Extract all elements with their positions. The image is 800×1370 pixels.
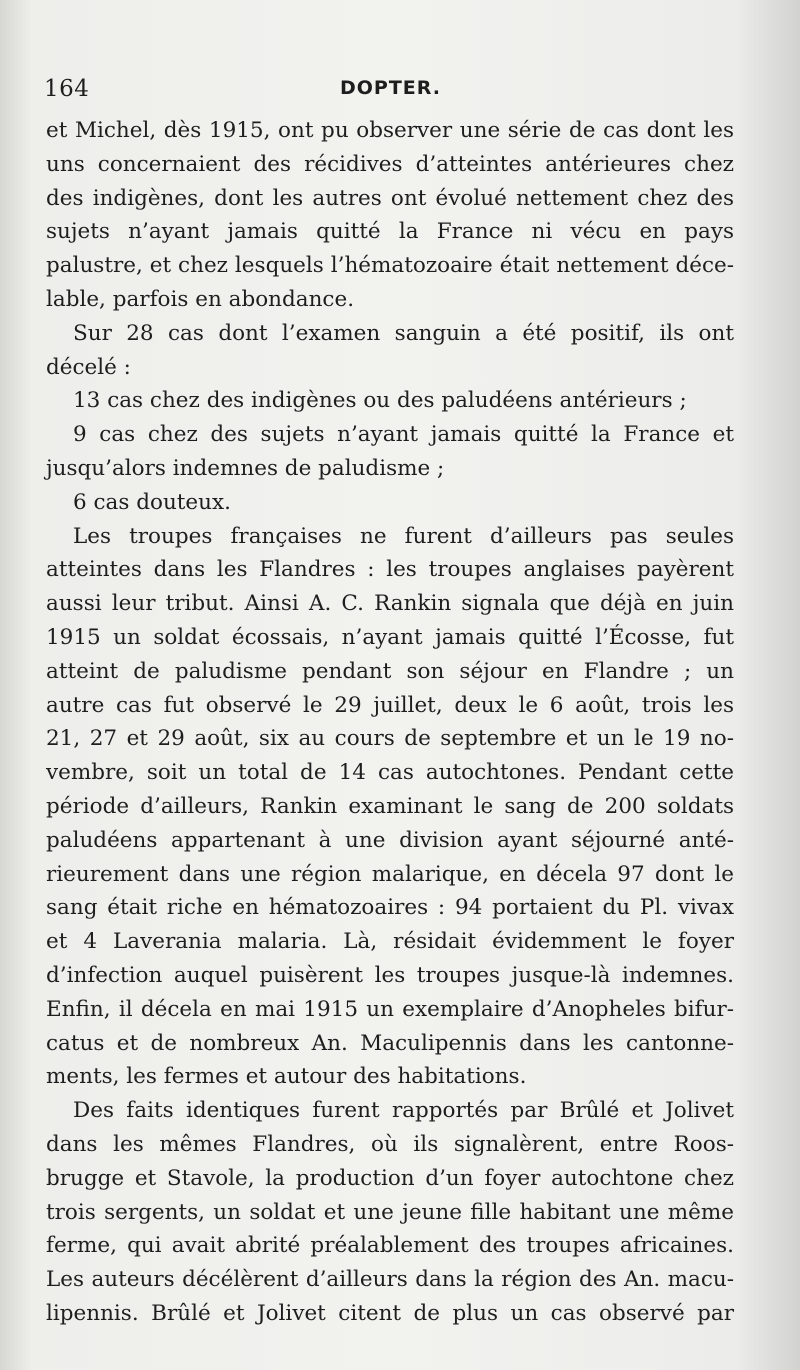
text-line: aussi leur tribut. Ainsi A. C. Rankin signala que déjà en juin: [46, 591, 734, 617]
text-line: 6 cas douteux.: [73, 489, 231, 515]
text-line: décelé :: [46, 354, 131, 380]
text-line: Enfin, il décela en mai 1915 un exemplaire d’Anopheles bifur-: [46, 996, 734, 1022]
text-line: Sur 28 cas dont l’examen sanguin a été positif, ils ont: [73, 320, 734, 346]
text-line: 1915 un soldat écossais, n’ayant jamais quitté l’Écosse, fut: [46, 624, 734, 650]
text-line: trois sergents, un soldat et une jeune fille habitant une même: [46, 1199, 734, 1225]
text-line: ments, les fermes et autour des habitations.: [46, 1064, 527, 1090]
page-header: [44, 74, 760, 108]
text-line: Les troupes françaises ne furent d’ailleurs pas seules: [73, 523, 734, 549]
text-line: 9 cas chez des sujets n’ayant jamais quitté la France et: [73, 422, 734, 448]
page-number: 164: [44, 76, 90, 102]
text-line: atteintes dans les Flandres : les troupes anglaises payèrent: [46, 557, 734, 583]
text-line: Des faits identiques furent rapportés par Brûlé et Jolivet: [73, 1098, 734, 1124]
text-line: sujets n’ayant jamais quitté la France ni vécu en pays: [46, 219, 734, 245]
text-line: atteint de paludisme pendant son séjour en Flandre ; un: [46, 658, 734, 684]
text-line: vembre, soit un total de 14 cas autochtones. Pendant cette: [46, 760, 734, 786]
text-line: Les auteurs décélèrent d’ailleurs dans la région des An. macu-: [46, 1267, 734, 1293]
text-line: dans les mêmes Flandres, où ils signalèrent, entre Roos-: [46, 1131, 734, 1157]
text-line: rieurement dans une région malarique, en décela 97 dont le: [46, 861, 734, 887]
text-line: autre cas fut observé le 29 juillet, deux le 6 août, trois les: [46, 692, 734, 718]
text-line: d’infection auquel puisèrent les troupes jusque-là indemnes.: [46, 962, 734, 988]
text-line: palustre, et chez lesquels l’hématozoaire était nettement déce-: [46, 253, 734, 279]
text-line: 21, 27 et 29 août, six au cours de septembre et un le 19 no-: [46, 726, 734, 752]
text-line: sang était riche en hématozoaires : 94 portaient du Pl. vivax: [46, 895, 734, 921]
text-line: et 4 Laverania malaria. Là, résidait évidemment le foyer: [46, 929, 734, 955]
text-line: période d’ailleurs, Rankin examinant le sang de 200 soldats: [46, 793, 734, 819]
text-line: paludéens appartenant à une division ayant séjourné anté-: [46, 827, 734, 853]
body-text: [46, 114, 734, 1331]
text-line: des indigènes, dont les autres ont évolué nettement chez des: [46, 185, 734, 211]
text-line: uns concernaient des récidives d’atteintes antérieures chez: [46, 151, 734, 177]
text-line: catus et de nombreux An. Maculipennis dans les cantonne-: [46, 1030, 734, 1056]
text-line: brugge et Stavole, la production d’un foyer autochtone chez: [46, 1165, 734, 1191]
text-line: lipennis. Brûlé et Jolivet citent de plus un cas observé par: [46, 1300, 734, 1326]
text-line: 13 cas chez des indigènes ou des paludéens antérieurs ;: [73, 388, 687, 414]
text-line: jusqu’alors indemnes de paludisme ;: [46, 455, 445, 481]
text-line: lable, parfois en abondance.: [46, 286, 355, 312]
running-head: DOPTER.: [340, 77, 441, 99]
text-line: et Michel, dès 1915, ont pu observer une série de cas dont les: [46, 118, 734, 143]
text-line: ferme, qui avait abrité préalablement des troupes africaines.: [46, 1233, 734, 1259]
